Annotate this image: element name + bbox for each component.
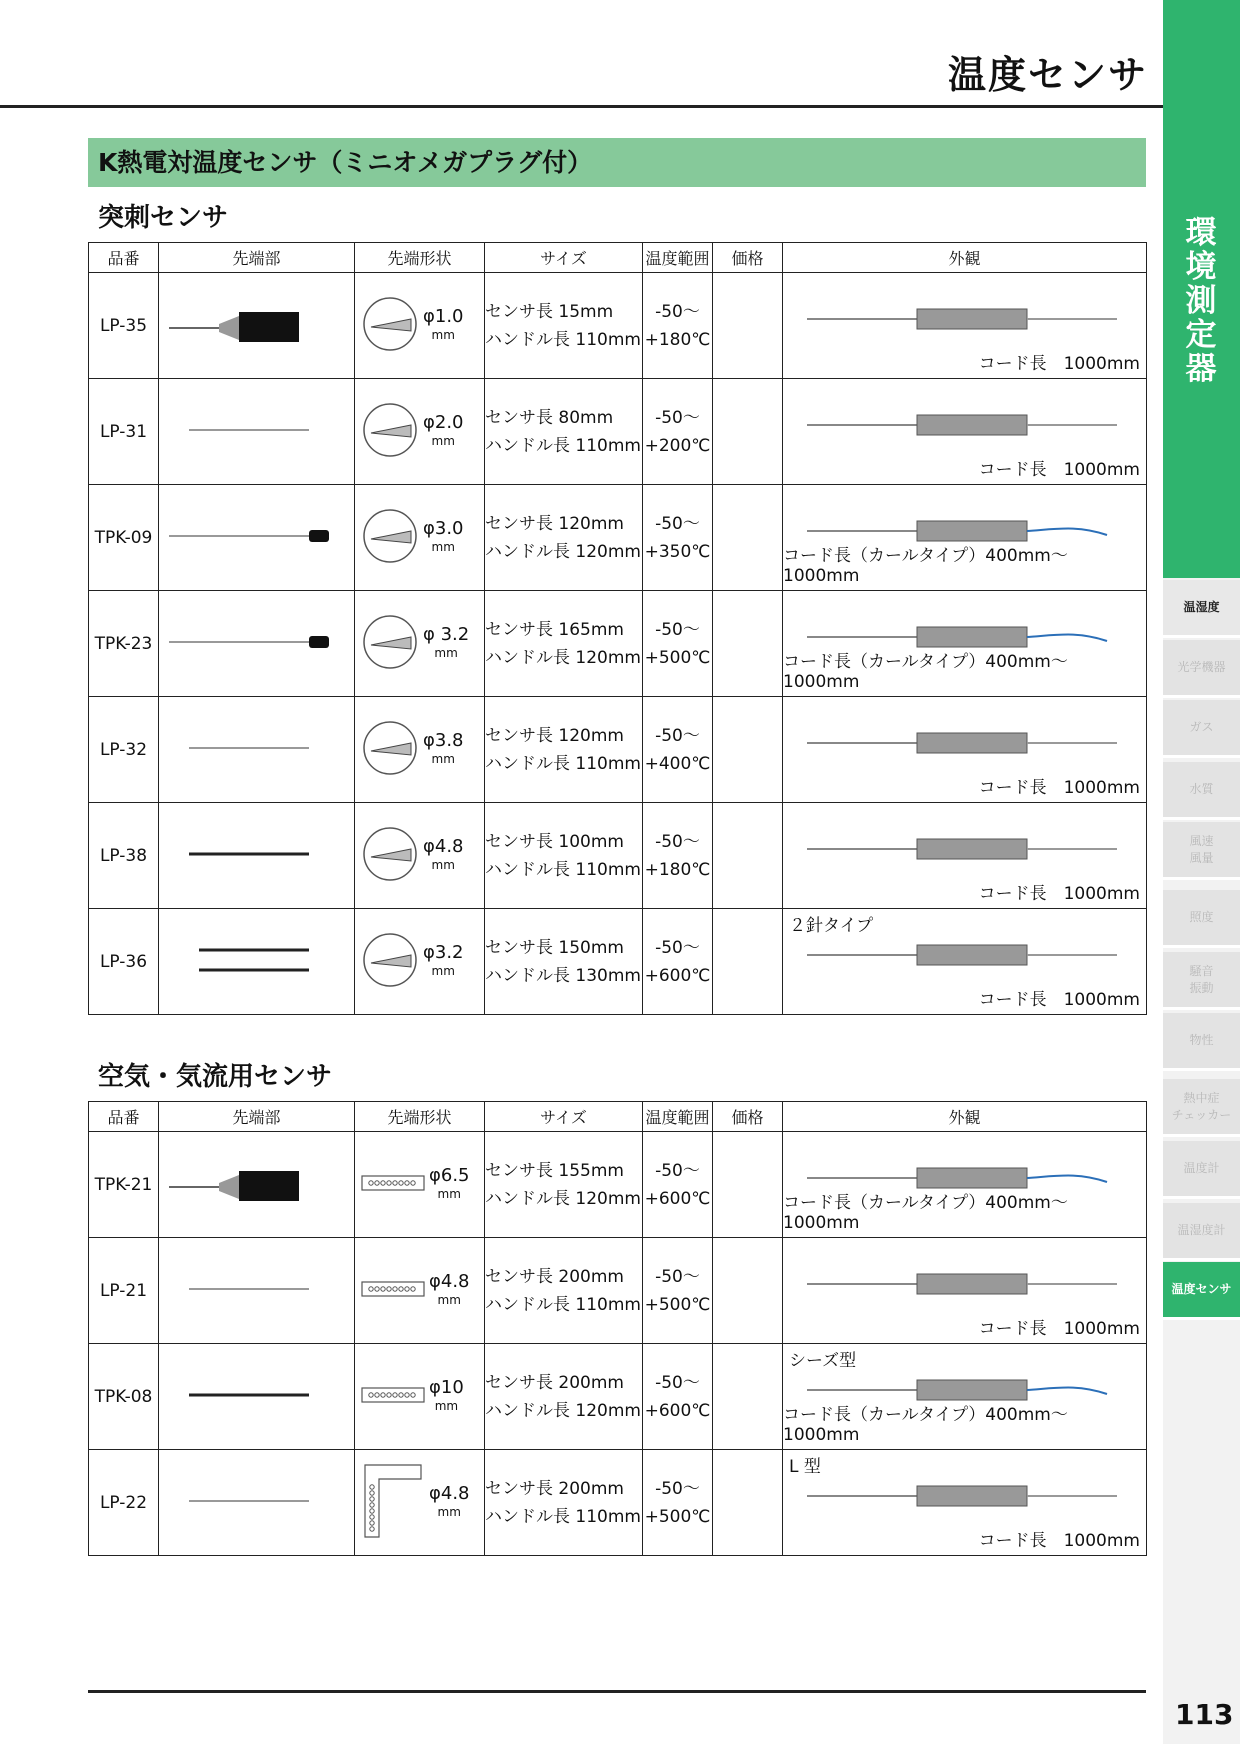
tip-image — [159, 909, 355, 1015]
tip-image — [159, 591, 355, 697]
appearance-cell — [783, 273, 1147, 379]
tip-shape-icon — [361, 613, 419, 675]
product-code: TPK-08 — [89, 1344, 159, 1450]
column-header: 先端形状 — [355, 243, 485, 273]
product-code: LP-31 — [89, 379, 159, 485]
tip-image — [159, 485, 355, 591]
temp-min: -50～ — [655, 1372, 700, 1393]
diameter: φ4.8 — [429, 1482, 470, 1504]
temp-min: -50～ — [655, 301, 700, 322]
product-code: LP-22 — [89, 1450, 159, 1556]
sensor-length: センサ長 165mm — [485, 619, 624, 640]
temp-min: -50～ — [655, 1266, 700, 1287]
temp-max: +500℃ — [644, 647, 711, 668]
column-header: 外観 — [783, 1102, 1147, 1132]
tip-shape — [355, 697, 485, 803]
handle-length: ハンドル長 110mm — [485, 435, 641, 456]
tip-shape — [355, 803, 485, 909]
temp-min: -50～ — [655, 619, 700, 640]
price-cell — [713, 485, 783, 591]
appearance-cell — [783, 1238, 1147, 1344]
temp-range-cell — [643, 697, 713, 803]
cord-length: コード長 1000mm — [978, 778, 1140, 798]
column-header: 品番 — [89, 243, 159, 273]
sidebar-item[interactable]: 風速 風量 — [1163, 822, 1240, 880]
column-header: 品番 — [89, 1102, 159, 1132]
table-piercing-sensors — [88, 242, 1147, 1015]
size-cell — [485, 1344, 643, 1450]
temp-max: +600℃ — [644, 1188, 711, 1209]
size-cell — [485, 485, 643, 591]
appearance-cell — [783, 591, 1147, 697]
table2-title: 空気・気流用センサ — [98, 1062, 333, 1092]
product-code: LP-35 — [89, 273, 159, 379]
appearance-note: シーズ型 — [789, 1351, 857, 1371]
diameter: φ4.8 — [429, 1270, 470, 1292]
temp-max: +500℃ — [644, 1294, 711, 1315]
page-number: 113 — [1175, 1698, 1234, 1731]
tip-shape-icon — [361, 295, 419, 357]
tip-shape — [355, 1238, 485, 1344]
temp-min: -50～ — [655, 1478, 700, 1499]
column-header: 先端部 — [159, 1102, 355, 1132]
diameter: φ10 — [429, 1376, 464, 1398]
tip-shape — [355, 909, 485, 1015]
appearance-cell — [783, 803, 1147, 909]
tip-shape — [355, 1344, 485, 1450]
sidebar-header — [1163, 0, 1240, 578]
sensor-length: センサ長 15mm — [485, 301, 614, 322]
temp-min: -50～ — [655, 407, 700, 428]
diameter: φ3.2 — [423, 941, 464, 963]
temp-range-cell — [643, 1238, 713, 1344]
handle-length: ハンドル長 110mm — [485, 753, 641, 774]
sensor-length: センサ長 200mm — [485, 1478, 624, 1499]
tip-image — [159, 1344, 355, 1450]
diameter-unit: mm — [431, 539, 455, 554]
handle-length: ハンドル長 120mm — [485, 1400, 641, 1421]
cord-length: コード長 1000mm — [978, 460, 1140, 480]
cord-length: コード長（カールタイプ）400mm～1000mm — [783, 546, 1068, 586]
column-header: サイズ — [485, 1102, 643, 1132]
sidebar-item[interactable]: 温度計 — [1163, 1141, 1240, 1199]
size-cell — [485, 379, 643, 485]
appearance-cell — [783, 909, 1147, 1015]
page-rule — [88, 1690, 1146, 1693]
section-title: K熱電対温度センサ（ミニオメガプラグ付） — [88, 138, 1146, 187]
price-cell — [713, 909, 783, 1015]
tip-image — [159, 803, 355, 909]
sensor-length: センサ長 155mm — [485, 1160, 624, 1181]
tip-shape — [355, 273, 485, 379]
sensor-length: センサ長 100mm — [485, 831, 624, 852]
sensor-length: センサ長 80mm — [485, 407, 614, 428]
cord-length: コード長 1000mm — [978, 884, 1140, 904]
handle-length: ハンドル長 130mm — [485, 965, 641, 986]
price-cell — [713, 1450, 783, 1556]
handle-length: ハンドル長 120mm — [485, 1188, 641, 1209]
column-header: 価格 — [713, 1102, 783, 1132]
size-cell — [485, 1238, 643, 1344]
appearance-cell — [783, 1450, 1147, 1556]
tip-image — [159, 1450, 355, 1556]
sensor-length: センサ長 150mm — [485, 937, 624, 958]
diameter: φ4.8 — [423, 835, 464, 857]
table-air-sensors — [88, 1101, 1147, 1556]
temp-max: +600℃ — [644, 1400, 711, 1421]
price-cell — [713, 379, 783, 485]
tip-image — [159, 273, 355, 379]
diameter: φ3.0 — [423, 517, 464, 539]
temp-range-cell — [643, 273, 713, 379]
diameter-unit: mm — [437, 1292, 461, 1307]
product-code: LP-32 — [89, 697, 159, 803]
price-cell — [713, 697, 783, 803]
sensor-length: センサ長 120mm — [485, 513, 624, 534]
cord-length: コード長 1000mm — [978, 1531, 1140, 1551]
temp-range-cell — [643, 1450, 713, 1556]
table-row — [89, 485, 1147, 591]
sidebar-item[interactable]: 騒音 振動 — [1163, 952, 1240, 1010]
size-cell — [485, 1132, 643, 1238]
diameter: φ3.8 — [423, 729, 464, 751]
cord-length: コード長（カールタイプ）400mm～1000mm — [783, 652, 1068, 692]
temp-min: -50～ — [655, 831, 700, 852]
diameter-unit: mm — [431, 963, 455, 978]
product-code: LP-21 — [89, 1238, 159, 1344]
temp-range-cell — [643, 1132, 713, 1238]
appearance-cell — [783, 379, 1147, 485]
sidebar — [1163, 0, 1240, 1744]
product-code: LP-38 — [89, 803, 159, 909]
sidebar-item[interactable]: 照度 — [1163, 890, 1240, 948]
temp-min: -50～ — [655, 1160, 700, 1181]
temp-min: -50～ — [655, 513, 700, 534]
page-title: 温度センサ — [947, 53, 1148, 97]
diameter-unit: mm — [431, 327, 455, 342]
tip-shape-icon — [361, 1461, 425, 1545]
table-row — [89, 1132, 1147, 1238]
diameter-unit: mm — [437, 1504, 461, 1519]
column-header: 外観 — [783, 243, 1147, 273]
cord-length: コード長（カールタイプ）400mm～1000mm — [783, 1405, 1068, 1445]
appearance-cell — [783, 697, 1147, 803]
temp-max: +600℃ — [644, 965, 711, 986]
handle-length: ハンドル長 120mm — [485, 541, 641, 562]
temp-max: +400℃ — [644, 753, 711, 774]
tip-image — [159, 1132, 355, 1238]
column-header: サイズ — [485, 243, 643, 273]
appearance-note: L 型 — [789, 1457, 821, 1477]
product-code: TPK-21 — [89, 1132, 159, 1238]
tip-shape-icon — [361, 719, 419, 781]
sidebar-item[interactable]: 温度センサ — [1163, 1262, 1240, 1320]
column-header: 先端部 — [159, 243, 355, 273]
appearance-cell — [783, 1344, 1147, 1450]
temp-max: +500℃ — [644, 1506, 711, 1527]
diameter-unit: mm — [434, 645, 458, 660]
diameter-unit: mm — [434, 1398, 459, 1413]
size-cell — [485, 591, 643, 697]
size-cell — [485, 803, 643, 909]
sidebar-item[interactable]: 温湿度計 — [1163, 1203, 1240, 1261]
cord-length: コード長 1000mm — [978, 990, 1140, 1010]
appearance-note: ２針タイプ — [789, 916, 874, 936]
price-cell — [713, 1238, 783, 1344]
table-header-row — [89, 243, 1147, 273]
sensor-length: センサ長 200mm — [485, 1372, 624, 1393]
appearance-cell — [783, 485, 1147, 591]
table-row — [89, 697, 1147, 803]
temp-range-cell — [643, 803, 713, 909]
temp-range-cell — [643, 1344, 713, 1450]
tip-shape — [355, 591, 485, 697]
table-row — [89, 803, 1147, 909]
handle-length: ハンドル長 110mm — [485, 1506, 641, 1527]
table-row — [89, 1450, 1147, 1556]
tip-shape-icon — [361, 1173, 425, 1197]
tip-shape-icon — [361, 1385, 425, 1409]
product-code: LP-36 — [89, 909, 159, 1015]
size-cell — [485, 1450, 643, 1556]
column-header: 温度範囲 — [643, 1102, 713, 1132]
tip-shape — [355, 1450, 485, 1556]
price-cell — [713, 591, 783, 697]
handle-length: ハンドル長 110mm — [485, 859, 641, 880]
handle-length: ハンドル長 120mm — [485, 647, 641, 668]
tip-shape-icon — [361, 1279, 425, 1303]
size-cell — [485, 909, 643, 1015]
tip-shape-icon — [361, 931, 419, 993]
diameter-unit: mm — [431, 751, 455, 766]
sidebar-item[interactable]: 物性 — [1163, 1013, 1240, 1071]
product-code: TPK-09 — [89, 485, 159, 591]
price-cell — [713, 273, 783, 379]
sidebar-item[interactable]: 水質 — [1163, 762, 1240, 820]
tip-shape-icon — [361, 825, 419, 887]
sidebar-item[interactable]: 熱中症 チェッカー — [1163, 1079, 1240, 1137]
tip-image — [159, 697, 355, 803]
column-header: 温度範囲 — [643, 243, 713, 273]
price-cell — [713, 1132, 783, 1238]
diameter: φ1.0 — [423, 305, 464, 327]
appearance-cell — [783, 1132, 1147, 1238]
size-cell — [485, 697, 643, 803]
temp-min: -50～ — [655, 937, 700, 958]
cord-length: コード長（カールタイプ）400mm～1000mm — [783, 1193, 1068, 1233]
tip-shape — [355, 379, 485, 485]
tip-shape — [355, 485, 485, 591]
cord-length: コード長 1000mm — [978, 354, 1140, 374]
temp-min: -50～ — [655, 725, 700, 746]
table-header-row — [89, 1102, 1147, 1132]
diameter: φ6.5 — [429, 1164, 470, 1186]
handle-length: ハンドル長 110mm — [485, 1294, 641, 1315]
tip-shape-icon — [361, 401, 419, 463]
column-header: 価格 — [713, 243, 783, 273]
title-rule — [0, 105, 1175, 108]
temp-max: +200℃ — [644, 435, 711, 456]
temp-range-cell — [643, 379, 713, 485]
diameter: φ 3.2 — [423, 623, 470, 645]
tip-image — [159, 379, 355, 485]
tip-shape-icon — [361, 507, 419, 569]
table-row — [89, 909, 1147, 1015]
table-row — [89, 379, 1147, 485]
diameter-unit: mm — [431, 433, 455, 448]
sensor-length: センサ長 120mm — [485, 725, 624, 746]
sidebar-item[interactable]: ガス — [1163, 700, 1240, 758]
cord-length: コード長 1000mm — [978, 1319, 1140, 1339]
table-row — [89, 273, 1147, 379]
table-row — [89, 1238, 1147, 1344]
temp-max: +350℃ — [644, 541, 711, 562]
table-row — [89, 591, 1147, 697]
temp-range-cell — [643, 909, 713, 1015]
column-header: 先端形状 — [355, 1102, 485, 1132]
table1-title: 突刺センサ — [98, 203, 229, 233]
diameter-unit: mm — [437, 1186, 461, 1201]
temp-range-cell — [643, 591, 713, 697]
temp-range-cell — [643, 485, 713, 591]
diameter: φ2.0 — [423, 411, 464, 433]
sidebar-header-label: 環境測定器 — [1185, 215, 1217, 387]
sidebar-item[interactable]: 光学機器 — [1163, 640, 1240, 698]
price-cell — [713, 1344, 783, 1450]
tip-image — [159, 1238, 355, 1344]
product-code: TPK-23 — [89, 591, 159, 697]
diameter-unit: mm — [431, 857, 455, 872]
tip-shape — [355, 1132, 485, 1238]
temp-max: +180℃ — [644, 329, 711, 350]
handle-length: ハンドル長 110mm — [485, 329, 641, 350]
sidebar-item[interactable]: 温湿度 — [1163, 580, 1240, 638]
temp-max: +180℃ — [644, 859, 711, 880]
table-row — [89, 1344, 1147, 1450]
size-cell — [485, 273, 643, 379]
sensor-length: センサ長 200mm — [485, 1266, 624, 1287]
price-cell — [713, 803, 783, 909]
